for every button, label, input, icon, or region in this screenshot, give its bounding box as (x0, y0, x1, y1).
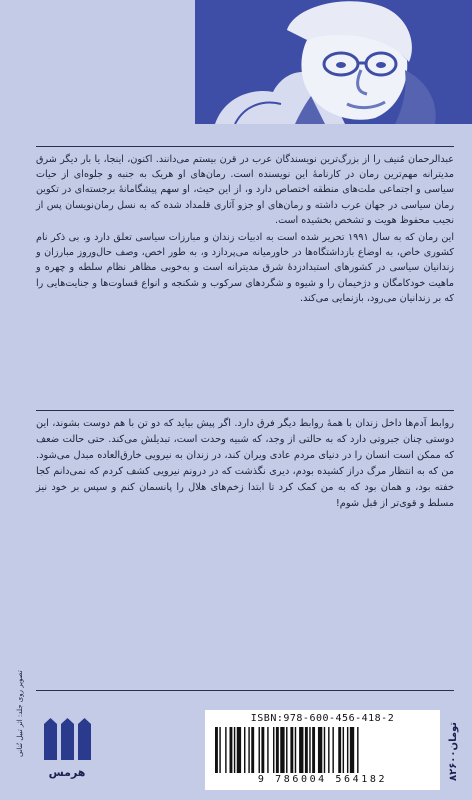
quote-text: روابط آدم‌ها داخل زندان با همهٔ روابط دیگر فرق دارد. اگر پیش بیاید که دو تن با هم دوست بشوند، این دوستی چنان جبروتی دارد که به حالتی از وجد، که شبیه وحدت است، تبدیلش می‌کند. حتی حالت ضعف که ممکن است انسان را در دنیای مردم عادی ویران کند، در زندان به نیرویی خارق‌العاده مبدل می‌شود. من که به انتظار مرگ دراز کشیده بودم، دیری نگذشت که در درونم نیرویی کشف کردم که نمی‌دانم کجا خفته بود، و همان بود که به من کمک کرد تا ابتدا زخم‌های هلال را پانسمان کنم و سپس بر خود نیز مسلط و قوی‌تر از قبل شوم! (36, 418, 454, 509)
excerpt-quote (36, 416, 454, 512)
bottom-divider (36, 690, 454, 691)
isbn-barcode (205, 710, 440, 790)
barcode-digits: 9 786004 564182 (257, 774, 388, 785)
author-portrait-icon (195, 0, 472, 124)
barcode-icon (213, 727, 432, 773)
isbn-label: ISBN:978-600-456-418-2 (250, 713, 395, 724)
middle-divider (36, 410, 454, 411)
price-label: ۸۲۶۰۰تومان (448, 721, 459, 781)
author-photo (195, 0, 472, 124)
publisher-logo (36, 718, 98, 786)
hermes-logo-icon (44, 718, 92, 760)
cover-credit: تصویر روی جلد: اثر تبیل نُنانی (16, 670, 24, 758)
publisher-name: هرمس (48, 766, 86, 779)
top-divider (36, 146, 454, 147)
intro-paragraph-1: عبدالرحمان مُنیف را از بزرگ‌ترین نویسندگان عرب در قرن بیستم می‌دانند. اکنون، اینجا، یا بار دیگر شرق مدیترانه مهم‌ترین رمان در کارنامهٔ این نویسنده است. رمان‌های او هریک به جنبه و جلوه‌ای از حیات سیاسی و اجتماعی ملت‌های منطقه اختصاص دارد و، از این حیث، او سهم پیشگامانهٔ برجسته‌ای در تکوین رمان سیاسی در جهان عرب داشته و رمان‌های او جزو آثاری قلمداد شده که به نسل رمان‌نویسان پس از نجیب محفوظ هویت و تشخص بخشیده است. (36, 154, 454, 226)
intro-paragraph-2: این رمان که به سال ۱۹۹۱ تحریر شده است به ادبیات زندان و مبارزات سیاسی تعلق دارد و، بی ذکر نام کشوری خاص، به اوضاع بازداشتگاه‌ها در خاورمیانه می‌پردازد و، به طور اخص، وصف حال‌وروز مبارزان و زندانیان سیاسی در کشورهای استبدادزدهٔ شرق مدیترانه است و به‌خوبی مظاهر نظام سلطه و چهره و ماهیت خودکامگان و دژخیمان را و شیوه و شگردهای سرکوب و شکنجه و انواع قساوت‌ها و جنایت‌هایی را که بر زندانیان می‌رود، بازنمایی می‌کند. (36, 232, 455, 304)
intro-text (36, 152, 454, 306)
